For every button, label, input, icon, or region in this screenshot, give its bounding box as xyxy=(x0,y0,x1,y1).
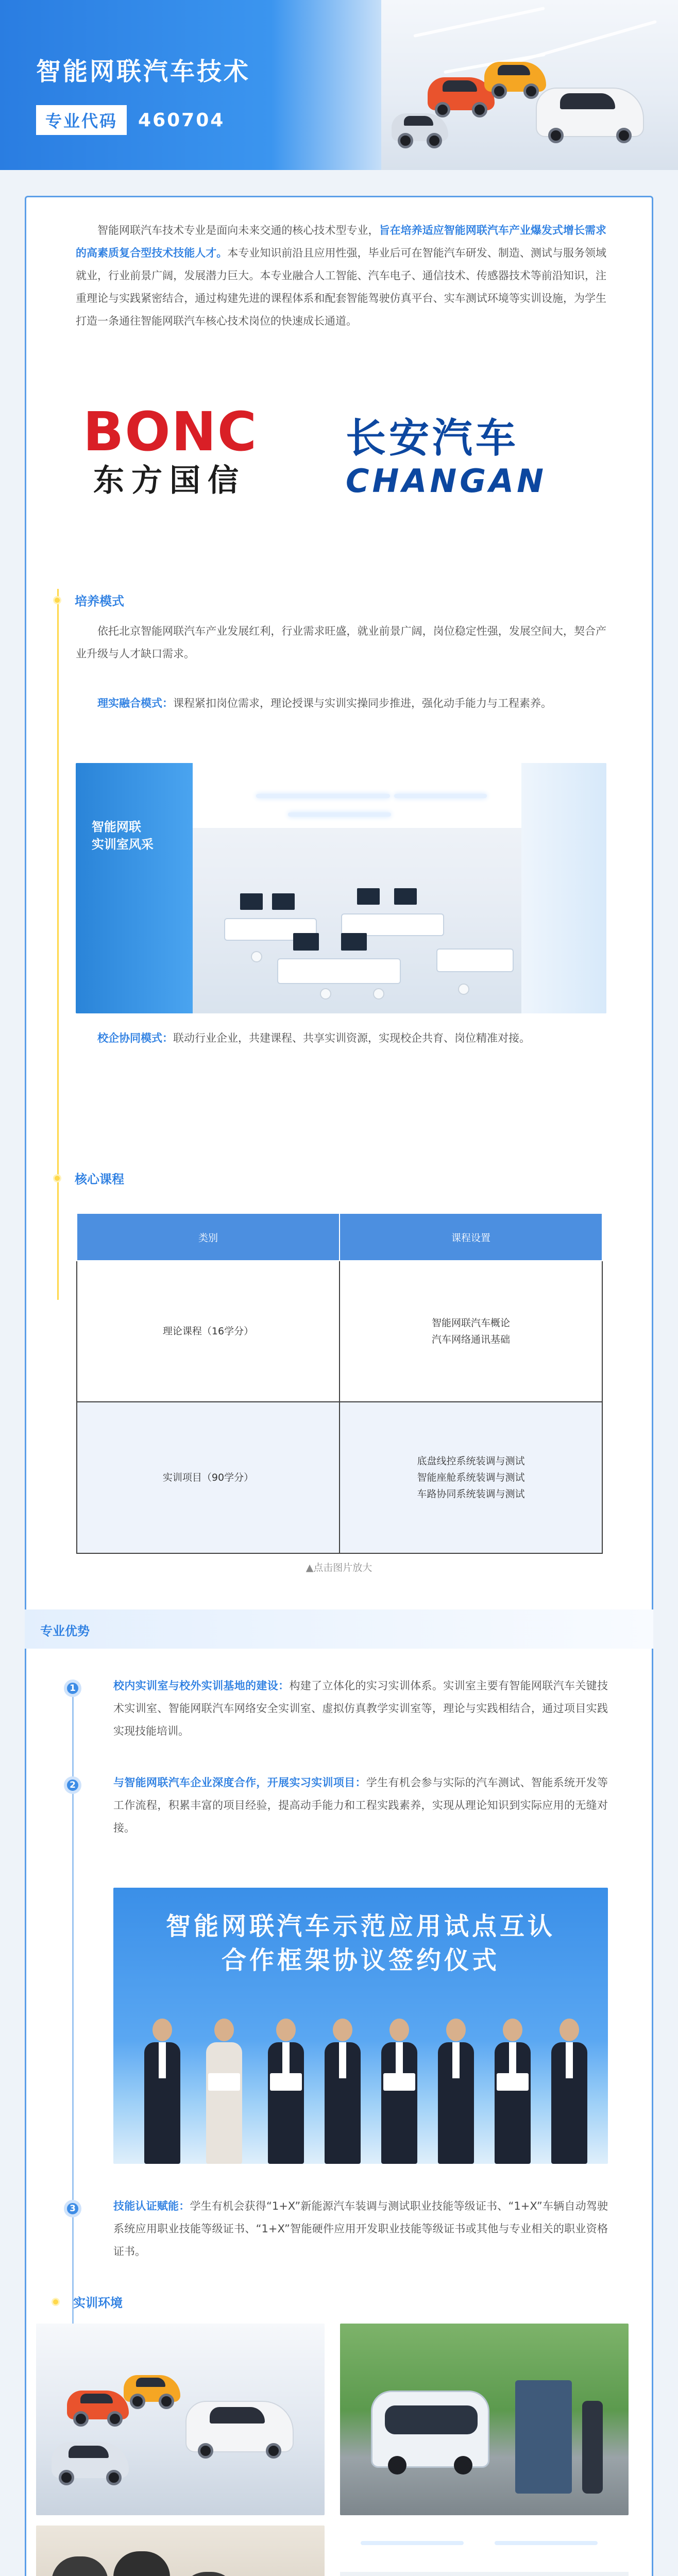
training-label-3: 校企协同模式： xyxy=(97,1032,173,1044)
course-table xyxy=(76,1213,603,1554)
number-badge-icon: 2 xyxy=(64,1776,81,1794)
section-title: 培养模式 xyxy=(75,594,124,608)
intro-highlight: 旨在培养适应智能网联汽车产业爆发式增长需求的高素质复合型技术技能人才。 xyxy=(76,224,607,259)
major-code-label: 专业代码 xyxy=(36,105,127,135)
training-paragraph-1: 依托北京智能网联汽车产业发展红利，行业需求旺盛，就业前景广阔，岗位稳定性强，发展空间大，契合产业升级与人才缺口需求。 xyxy=(76,625,606,660)
number-badge-icon: 1 xyxy=(64,1680,81,1697)
signing-title-line-2: 合作框架协议签约仪式 xyxy=(221,1946,500,1975)
advantage-text: 学生有机会获得“1+X”新能源汽车装调与测试职业技能等级证书、“1+X”车辆自动驾驶系统应用职业技能等级证书、“1+X”智能硬件应用开发职业技能等级证书或其他与专业相关的职业资格证书。 xyxy=(113,2200,608,2258)
table-header-category: 类别 xyxy=(77,1213,340,1261)
environment-photo-cars xyxy=(36,2324,325,2515)
table-row xyxy=(77,1261,602,1402)
training-room-board-text: 智能网联 实训室风采 xyxy=(91,819,154,852)
course-item: 汽车网络通讯基础 xyxy=(431,1334,510,1345)
advantage-label: 技能认证赋能： xyxy=(113,2200,190,2212)
environment-photo-students-lab xyxy=(36,2526,325,2576)
course-item: 智能网联汽车概论 xyxy=(431,1317,510,1329)
bonc-logo-word: BONC xyxy=(83,400,258,463)
table-cell-courses xyxy=(340,1261,602,1402)
signing-title-line-1: 智能网联汽车示范应用试点互认 xyxy=(165,1912,555,1941)
advantage-item-2 xyxy=(113,1771,608,1839)
page-header xyxy=(0,0,678,170)
number-badge-icon: 3 xyxy=(64,2200,81,2217)
training-label-2: 理实融合模式： xyxy=(97,697,173,709)
intro-text-2: 本专业知识前沿且应用性强，毕业后可在智能汽车研发、制造、测试与服务领域就业，行业前景广阔，发展潜力巨大。本专业融合人工智能、汽车电子、通信技术、传感器技术等前沿知识，注重理论与实践紧密结合，通过构建先进的课程体系和配套智能驾驶仿真平台、实车测试环境等实训设施，为学生打造一条通往智能网联汽车核心技术岗位的快速成长通道。 xyxy=(76,247,607,327)
advantage-label: 校内实训室与校外实训基地的建设： xyxy=(113,1680,290,1692)
click-to-enlarge-note[interactable]: ▲点击图片放大 xyxy=(306,1562,372,1573)
section-title: 实训环境 xyxy=(73,2296,123,2310)
table-row xyxy=(77,1402,602,1553)
advantage-text: 学生有机会参与实际的汽车测试、智能系统开发等工作流程，积累丰富的项目经验，提高动手能力和工程实践素养，实现从理论知识到实际应用的无缝对接。 xyxy=(113,1776,608,1834)
training-text-2: 课程紧扣岗位需求，理论授课与实训实操同步推进，强化动手能力与工程素养。 xyxy=(173,697,552,709)
card-overlay xyxy=(25,196,653,2576)
table-header-courses: 课程设置 xyxy=(340,1213,602,1261)
environment-photo-outdoor-vehicle xyxy=(340,2324,629,2515)
major-code xyxy=(36,106,225,134)
table-cell-category: 实训项目（90学分） xyxy=(77,1402,340,1553)
advantage-text: 构建了立体化的实习实训体系。实训室主要有智能网联汽车关键技术实训室、智能网联汽车网络安全实训室、虚拟仿真教学实训室等，理论与实践相结合，通过项目实践实现技能培训。 xyxy=(113,1680,608,1737)
advantage-item-3 xyxy=(113,2195,608,2263)
changan-logo-en: CHANGAN xyxy=(346,462,547,500)
page-title: 智能网联汽车技术 xyxy=(36,57,251,86)
bonc-logo-cn: 东方国信 xyxy=(93,463,246,499)
advantage-label: 与智能网联汽车企业深度合作，开展实习实训项目： xyxy=(113,1776,366,1789)
signing-ceremony-photo xyxy=(113,1888,608,2164)
training-text-3: 联动行业企业，共建课程、共享实训资源，实现校企共育、岗位精准对接。 xyxy=(173,1032,530,1044)
section-heading-environment xyxy=(52,2293,123,2311)
table-cell-category: 理论课程（16学分） xyxy=(77,1261,340,1402)
changan-logo-cn: 长安汽车 xyxy=(346,415,519,462)
advantages-heading-band xyxy=(25,1609,653,1649)
major-code-value: 460704 xyxy=(138,109,225,131)
advantage-item-1 xyxy=(113,1674,608,1742)
table-cell-courses xyxy=(340,1402,602,1553)
course-item: 智能座舱系统装调与测试 xyxy=(417,1472,525,1483)
section-title: 专业优势 xyxy=(40,1624,90,1638)
course-item: 底盘线控系统装调与测试 xyxy=(417,1455,525,1467)
intro-text-1: 智能网联汽车技术专业是面向未来交通的核心技术型专业， xyxy=(97,224,379,236)
environment-photo-training-room xyxy=(340,2526,629,2576)
course-item: 车路协同系统装调与测试 xyxy=(417,1488,525,1500)
section-heading-advantages xyxy=(40,1621,90,1639)
bullet-dot-icon xyxy=(52,2298,60,2306)
header-hero-image xyxy=(381,0,678,170)
section-title: 核心课程 xyxy=(75,1172,124,1187)
